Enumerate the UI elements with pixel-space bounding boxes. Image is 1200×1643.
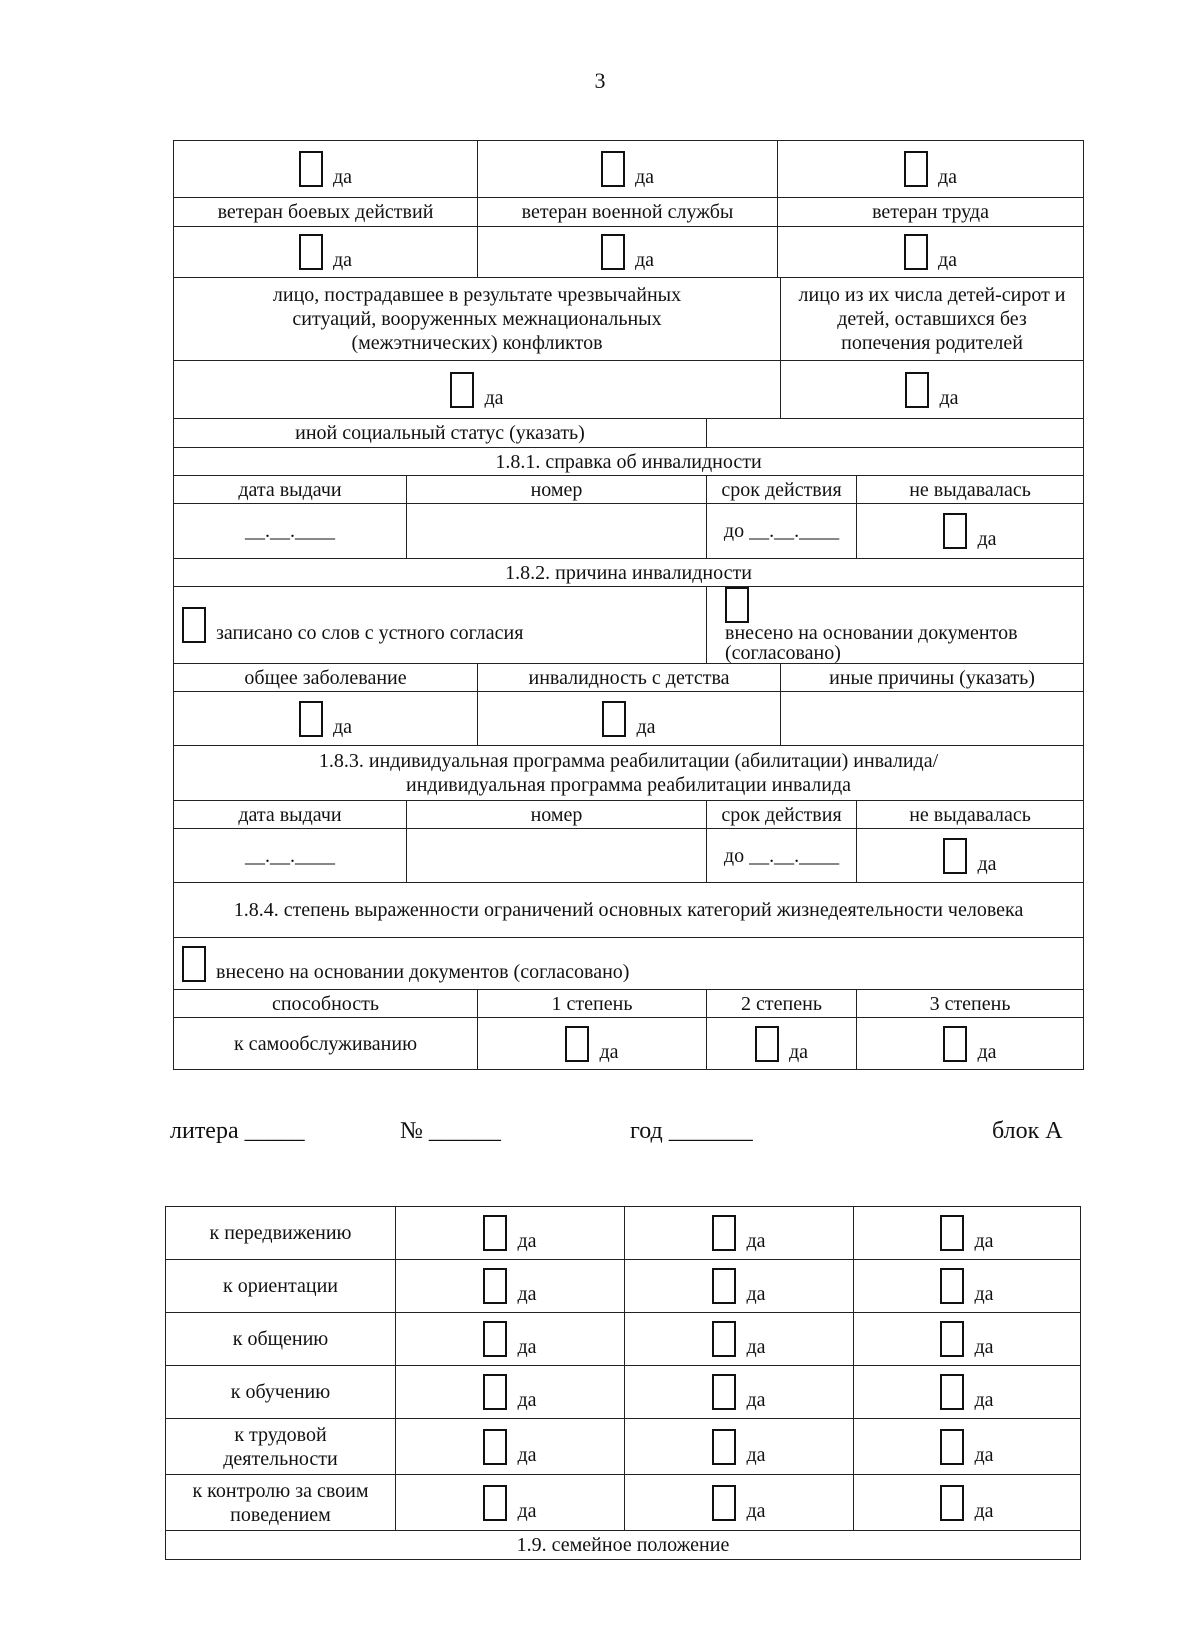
checkbox[interactable] [712, 1321, 736, 1357]
limits-docs-cell: внесено на основании документов (согласовано) [174, 938, 1084, 990]
section-title: 1.8.2. причина инвалидности [174, 559, 1084, 587]
degree-1-yes-cell: да [396, 1475, 625, 1531]
other-status-label: иной социальный статус (указать) [174, 419, 707, 448]
emergency-victim-yes-cell: да [174, 361, 781, 419]
childhood-disability-yes-cell: да [478, 692, 781, 746]
program-number-field[interactable] [407, 829, 707, 883]
col-header: иные причины (указать) [781, 664, 1084, 692]
checkbox[interactable] [450, 372, 474, 408]
orphans-label: лицо из их числа детей-сирот и детей, оставшихся без попечения родителей [781, 278, 1084, 361]
checkbox[interactable] [712, 1429, 736, 1465]
degree-1-yes-cell: да [478, 1018, 707, 1070]
block-label: блок А [992, 1118, 1063, 1144]
year-field[interactable]: год _______ [630, 1118, 753, 1144]
checkbox[interactable] [725, 587, 749, 623]
checkbox[interactable] [601, 234, 625, 270]
ability-label: к трудовой деятельности [166, 1419, 396, 1475]
checkbox[interactable] [943, 1026, 967, 1062]
not-issued-yes-cell: да [857, 829, 1084, 883]
degree-1-yes-cell: да [396, 1207, 625, 1260]
general-disease-yes-cell: да [174, 692, 478, 746]
not-issued-yes-cell: да [857, 504, 1084, 559]
checkbox[interactable] [182, 946, 206, 982]
section-title: 1.8.4. степень выраженности ограничений основных категорий жизнедеятельности человека [174, 883, 1084, 938]
checkbox[interactable] [299, 234, 323, 270]
military-veteran-yes-cell: да [478, 141, 778, 198]
ability-label: к общению [166, 1313, 396, 1366]
validity-field[interactable]: до __.__.____ [707, 829, 857, 883]
labor-veteran-yes-cell: да [778, 141, 1084, 198]
degree-3-yes-cell: да [854, 1260, 1081, 1313]
ability-label: к ориентации [166, 1260, 396, 1313]
combat-veteran-yes-cell: да [174, 141, 478, 198]
yes-cell: да [778, 227, 1084, 278]
col-header: способность [174, 990, 478, 1018]
other-causes-field[interactable] [781, 692, 1084, 746]
section-title: 1.8.1. справка об инвалидности [174, 448, 1084, 476]
docs-based-cell: внесено на основании документов (согласовано) [707, 587, 1084, 664]
labor-veteran-label: ветеран труда [778, 198, 1084, 227]
section-title: 1.9. семейное положение [166, 1531, 1081, 1560]
checkbox[interactable] [483, 1215, 507, 1251]
col-header: 3 степень [857, 990, 1084, 1018]
orphans-yes-cell: да [781, 361, 1084, 419]
checkbox[interactable] [940, 1485, 964, 1521]
issue-date-field[interactable]: __.__.____ [174, 504, 407, 559]
col-header: не выдавалась [857, 476, 1084, 504]
validity-field[interactable]: до __.__.____ [707, 504, 857, 559]
checkbox[interactable] [940, 1268, 964, 1304]
checkbox[interactable] [483, 1374, 507, 1410]
degree-2-yes-cell: да [625, 1475, 854, 1531]
checkbox[interactable] [299, 701, 323, 737]
checkbox[interactable] [712, 1374, 736, 1410]
cert-number-field[interactable] [407, 504, 707, 559]
abilities-table [165, 1206, 1081, 1560]
ability-label: к контролю за своим поведением [166, 1475, 396, 1531]
issue-date-field[interactable]: __.__.____ [174, 829, 407, 883]
section-title: 1.8.3. индивидуальная программа реабилитации (абилитации) инвалида/индивидуальная программа реабилитации инвалида [174, 746, 1084, 801]
ability-label: к передвижению [166, 1207, 396, 1260]
checkbox[interactable] [483, 1268, 507, 1304]
number-field[interactable]: № ______ [400, 1118, 501, 1144]
degree-2-yes-cell: да [625, 1207, 854, 1260]
checkbox[interactable] [940, 1321, 964, 1357]
col-header: 2 степень [707, 990, 857, 1018]
col-header: общее заболевание [174, 664, 478, 692]
degree-2-yes-cell: да [707, 1018, 857, 1070]
emergency-victim-label: лицо, пострадавшее в результате чрезвычайных ситуаций, вооруженных межнациональных (межэтнических) конфликтов [174, 278, 781, 361]
military-veteran-label: ветеран военной службы [478, 198, 778, 227]
checkbox[interactable] [565, 1026, 589, 1062]
checkbox[interactable] [712, 1485, 736, 1521]
yes-cell: да [478, 227, 778, 278]
disability-form-table [173, 140, 1084, 1070]
checkbox[interactable] [182, 607, 206, 643]
degree-3-yes-cell: да [854, 1366, 1081, 1419]
col-header: номер [407, 801, 707, 829]
col-header: срок действия [707, 476, 857, 504]
checkbox[interactable] [943, 838, 967, 874]
degree-2-yes-cell: да [625, 1313, 854, 1366]
yes-cell: да [174, 227, 478, 278]
checkbox[interactable] [905, 372, 929, 408]
litera-field[interactable]: литера _____ [170, 1118, 305, 1144]
col-header: номер [407, 476, 707, 504]
checkbox[interactable] [483, 1321, 507, 1357]
degree-2-yes-cell: да [625, 1260, 854, 1313]
degree-2-yes-cell: да [625, 1419, 854, 1475]
page-number: 3 [594, 68, 606, 93]
other-status-field[interactable] [707, 419, 1084, 448]
col-header: не выдавалась [857, 801, 1084, 829]
checkbox[interactable] [602, 701, 626, 737]
combat-veteran-label: ветеран боевых действий [174, 198, 478, 227]
degree-1-yes-cell: да [396, 1260, 625, 1313]
checkbox[interactable] [940, 1215, 964, 1251]
degree-3-yes-cell: да [857, 1018, 1084, 1070]
oral-consent-cell: записано со слов с устного согласия [174, 587, 707, 664]
checkbox[interactable] [299, 151, 323, 187]
col-header: дата выдачи [174, 801, 407, 829]
checkbox[interactable] [483, 1485, 507, 1521]
col-header: срок действия [707, 801, 857, 829]
checkbox[interactable] [940, 1429, 964, 1465]
checkbox[interactable] [904, 151, 928, 187]
degree-3-yes-cell: да [854, 1313, 1081, 1366]
ability-label: к самообслуживанию [174, 1018, 478, 1070]
degree-3-yes-cell: да [854, 1475, 1081, 1531]
ability-label: к обучению [166, 1366, 396, 1419]
degree-2-yes-cell: да [625, 1366, 854, 1419]
checkbox[interactable] [940, 1374, 964, 1410]
checkbox[interactable] [712, 1268, 736, 1304]
degree-1-yes-cell: да [396, 1419, 625, 1475]
degree-1-yes-cell: да [396, 1313, 625, 1366]
col-header: дата выдачи [174, 476, 407, 504]
checkbox[interactable] [755, 1026, 779, 1062]
degree-3-yes-cell: да [854, 1419, 1081, 1475]
col-header: 1 степень [478, 990, 707, 1018]
degree-1-yes-cell: да [396, 1366, 625, 1419]
checkbox[interactable] [601, 151, 625, 187]
checkbox[interactable] [943, 513, 967, 549]
checkbox[interactable] [904, 234, 928, 270]
checkbox[interactable] [712, 1215, 736, 1251]
degree-3-yes-cell: да [854, 1207, 1081, 1260]
col-header: инвалидность с детства [478, 664, 781, 692]
checkbox[interactable] [483, 1429, 507, 1465]
